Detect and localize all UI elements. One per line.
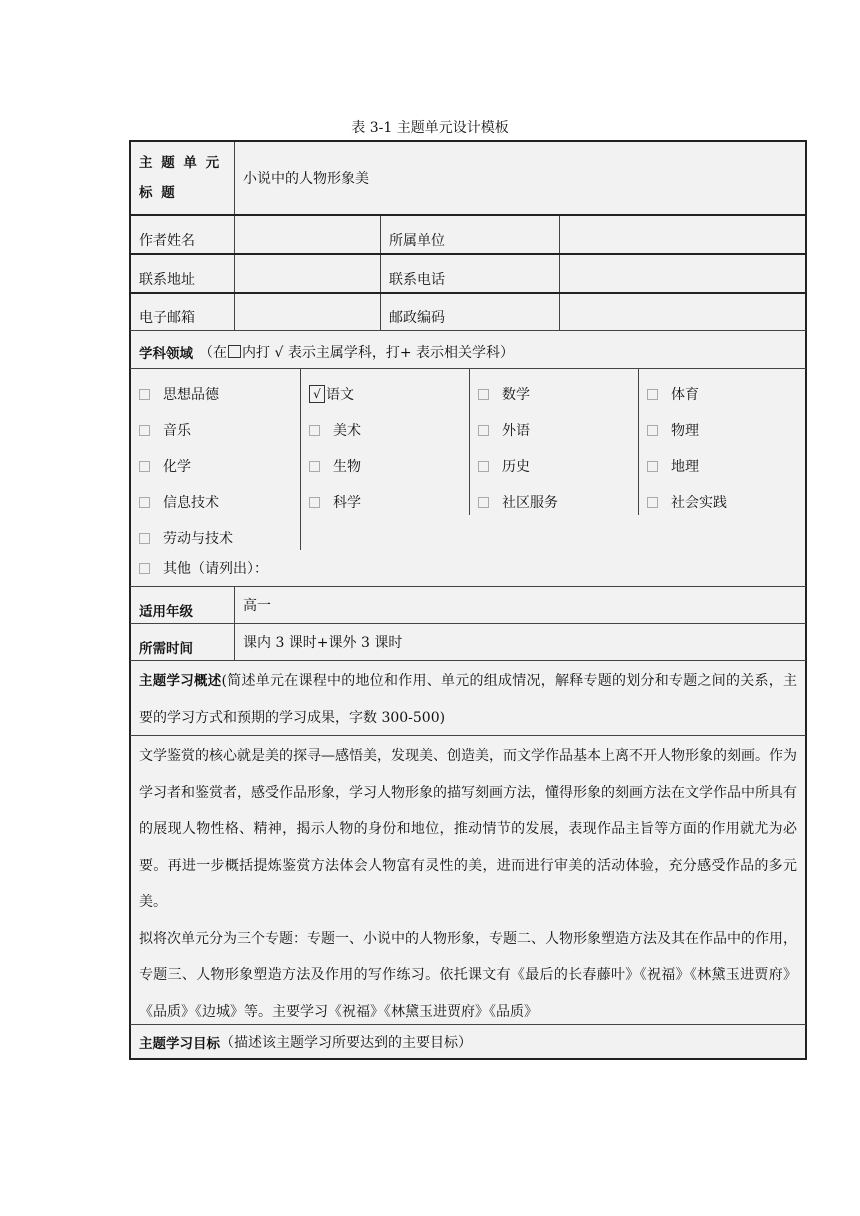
overview-hint: (简述单元在课程中的地位和作用、单元的组成情况，解释专题的划分和专题之间的关系，主要的学习方式和预期的学习成果，字数 300-500)	[139, 673, 798, 726]
subject-grid	[131, 369, 805, 550]
subject-item-ideology[interactable]: 思想品德	[139, 376, 300, 412]
checkbox-icon[interactable]	[309, 461, 320, 472]
affiliation-field[interactable]	[560, 216, 805, 253]
checkbox-icon[interactable]	[309, 497, 320, 508]
time-label: 所需时间	[131, 624, 235, 660]
checkbox-icon[interactable]	[139, 461, 150, 472]
subject-area-row	[129, 330, 807, 368]
checkbox-icon[interactable]	[139, 533, 150, 544]
subject-item-physics[interactable]: 物理	[647, 412, 805, 448]
subject-item-geography[interactable]: 地理	[647, 448, 805, 484]
subject-item-social-practice[interactable]: 社会实践	[647, 484, 805, 520]
checkbox-icon[interactable]	[478, 425, 489, 436]
email-label: 电子邮箱	[131, 294, 235, 330]
address-field[interactable]	[235, 255, 381, 292]
overview-paragraph-1: 文学鉴赏的核心就是美的探寻—感悟美，发现美、创造美，而文学作品基本上离不开人物形象的刻画。作为学习者和鉴赏者，感受作品形象，学习人物形象的描写刻画方法，懂得形象的刻画方法在文学作品中所具有的展现人物性格、精神，揭示人物的身份和地位，推动情节的发展，表现作品主旨等方面的作用就尤为必要。再进一步概括提炼鉴赏方法体会人物富有灵性的美，进而进行审美的活动体验，充分感受作品的多元美。	[139, 748, 797, 910]
subject-column-1	[131, 369, 301, 550]
subject-item-math[interactable]: 数学	[478, 376, 638, 412]
subject-item-biology[interactable]: 生物	[309, 448, 469, 484]
affiliation-label: 所属单位	[381, 216, 560, 253]
subject-item-chemistry[interactable]: 化学	[139, 448, 300, 484]
overview-content-row	[129, 735, 807, 1024]
postcode-field[interactable]	[560, 294, 805, 330]
theme-title-row	[129, 140, 807, 214]
subject-grid-row	[129, 368, 807, 550]
author-row	[129, 214, 807, 253]
goals-row	[129, 1024, 807, 1060]
author-name-label: 作者姓名	[131, 216, 235, 253]
checkbox-icon[interactable]	[139, 425, 150, 436]
checkbox-icon[interactable]	[139, 563, 150, 574]
subject-item-music[interactable]: 音乐	[139, 412, 300, 448]
subject-item-other[interactable]: 其他（请列出）：	[131, 550, 805, 586]
subject-area-label: 学科领域	[139, 345, 193, 362]
subject-item-science[interactable]: 科学	[309, 484, 469, 520]
subject-area-note-before: （在	[199, 344, 227, 361]
checkbox-icon[interactable]	[139, 389, 150, 400]
checkbox-checked-icon[interactable]: √	[309, 385, 325, 403]
subject-item-it[interactable]: 信息技术	[139, 484, 300, 520]
checkbox-sample-icon	[228, 345, 241, 358]
subject-item-foreign-language[interactable]: 外语	[478, 412, 638, 448]
subject-item-history[interactable]: 历史	[478, 448, 638, 484]
grade-label: 适用年级	[131, 587, 235, 623]
overview-content[interactable]	[131, 736, 805, 1024]
phone-field[interactable]	[560, 255, 805, 292]
goals-header	[131, 1025, 805, 1058]
subject-area-header	[131, 331, 805, 368]
subject-item-labor[interactable]: 劳动与技术	[139, 520, 300, 556]
subject-area-note-after: 内打 √ 表示主属学科，打+ 表示相关学科）	[242, 344, 515, 361]
subject-column-4	[639, 369, 805, 515]
grade-row	[129, 586, 807, 623]
checkbox-icon[interactable]	[647, 497, 658, 508]
phone-label: 联系电话	[381, 255, 560, 292]
author-name-field[interactable]	[235, 216, 381, 253]
goals-label: 主题学习目标	[139, 1035, 220, 1052]
address-label: 联系地址	[131, 255, 235, 292]
checkbox-icon[interactable]	[478, 497, 489, 508]
checkbox-icon[interactable]	[647, 425, 658, 436]
checkbox-icon[interactable]	[478, 461, 489, 472]
checkbox-icon[interactable]	[309, 425, 320, 436]
address-row	[129, 253, 807, 292]
theme-title-value[interactable]: 小说中的人物形象美	[243, 171, 369, 187]
subject-item-pe[interactable]: 体育	[647, 376, 805, 412]
grade-value[interactable]: 高一	[243, 598, 271, 614]
unit-design-table	[129, 140, 807, 1060]
overview-header	[131, 661, 805, 735]
checkbox-icon[interactable]	[647, 461, 658, 472]
time-value[interactable]: 课内 3 课时+课外 3 课时	[243, 635, 403, 651]
subject-column-2	[301, 369, 470, 515]
checkbox-icon[interactable]	[139, 497, 150, 508]
postcode-label: 邮政编码	[381, 294, 560, 330]
email-row	[129, 292, 807, 330]
subject-item-community-service[interactable]: 社区服务	[478, 484, 638, 520]
subject-item-chinese[interactable]: √ 语文	[309, 376, 469, 412]
checkbox-icon[interactable]	[478, 389, 489, 400]
overview-label: 主题学习概述	[139, 673, 222, 689]
theme-title-label: 主 题 单 元 标 题	[131, 142, 235, 214]
other-subjects-row	[129, 550, 807, 586]
overview-header-row	[129, 660, 807, 735]
time-row	[129, 623, 807, 660]
subject-item-art[interactable]: 美术	[309, 412, 469, 448]
subject-column-3	[470, 369, 639, 515]
table-caption: 表 3-1 主题单元设计模板	[351, 120, 509, 136]
goals-hint: （描述该主题学习所要达到的主要目标）	[220, 1034, 472, 1051]
overview-paragraph-2: 拟将次单元分为三个专题：专题一、小说中的人物形象，专题二、人物形象塑造方法及其在作品中的作用，专题三、人物形象塑造方法及作用的写作练习。依托课文有《最后的长春藤叶》《祝福》《林黛玉进贾府》《品质》《边城》等。主要学习《祝福》《林黛玉进贾府》《品质》	[139, 930, 797, 1020]
checkbox-icon[interactable]	[647, 389, 658, 400]
email-field[interactable]	[235, 294, 381, 330]
